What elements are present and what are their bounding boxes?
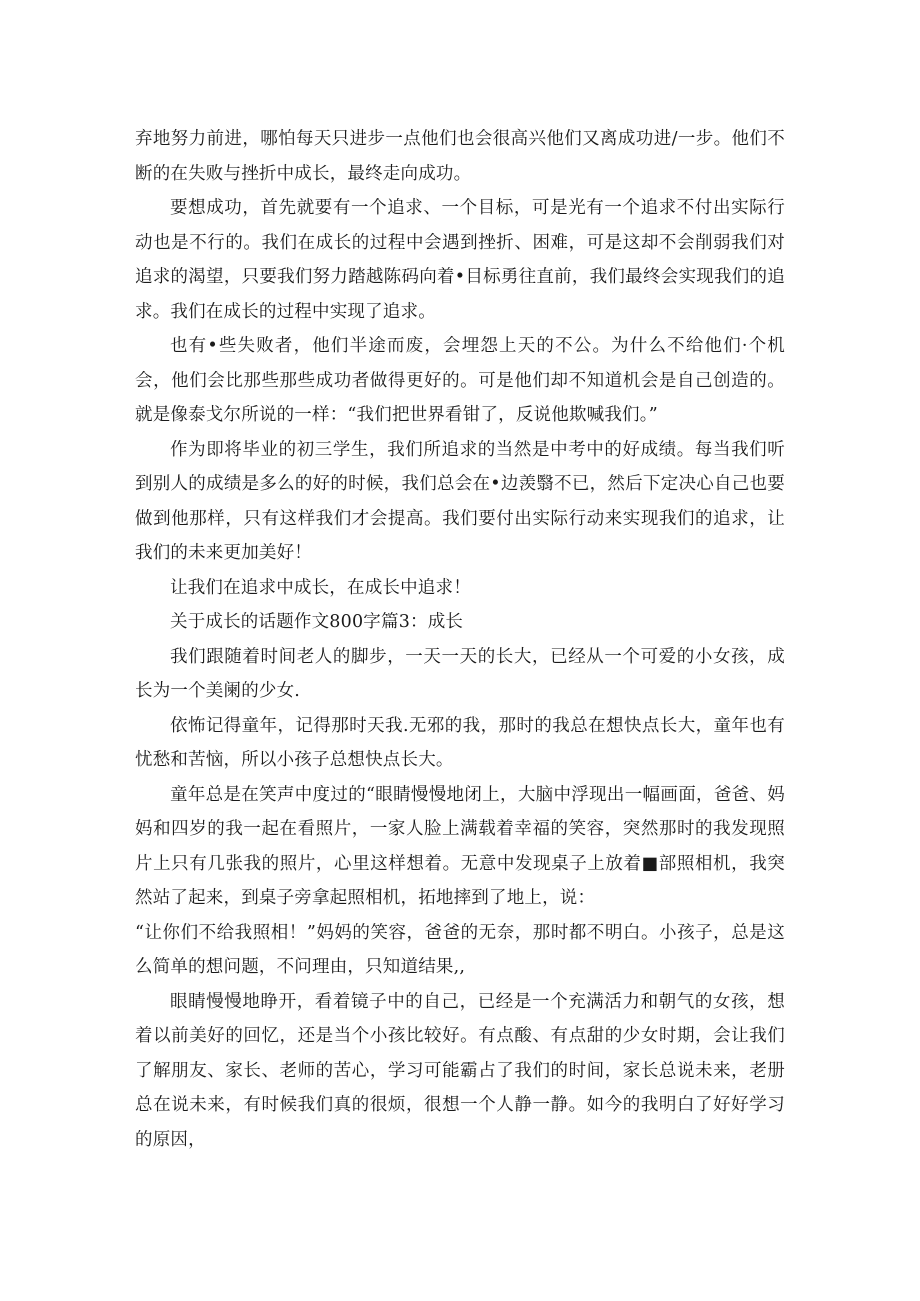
paragraph-4: 作为即将毕业的初三学生，我们所追求的当然是中考中的好成绩。每当我们听到别人的成绩是多么的好的时候，我们总会在•边羡翳不已，然后下定决心自己也要做到他那样，只有这样我们才会提高。我们要付出实际行动来实现我们的追求，让我们的未来更加美好！ — [135, 439, 785, 563]
paragraph-7: 我们跟随着时间老人的脚步，一天一天的长大，已经从一个可爱的小女孩，成长为一个美阑的少女. — [135, 646, 785, 701]
paragraph-8: 依怖记得童年，记得那时天我.无邪的我，那时的我总在想快点长大，童年也有忧愁和苦恼，所以小孩子总想快点长大。 — [135, 715, 785, 770]
paragraph-2: 要想成功，首先就要有一个追求、一个目标，可是光有一个追求不付出实际行动也是不行的。我们在成长的过程中会遇到挫折、困难，可是这却不会削弱我们对追求的渴望，只要我们努力踏越陈码向着•目标勇往直前，我们最终会实现我们的追求。我们在成长的过程中实现了追求。 — [135, 198, 785, 322]
paragraph-3: 也有•些失败者，他们半途而废，会埋怨上天的不公。为什么不给他们·个机会，他们会比那些那些成功者做得更好的。可是他们却不知道机会是自己创造的。就是像泰戈尔所说的一样：“我们把世界看钳了，反说他欺喊我们。” — [135, 336, 785, 425]
paragraph-10: “让你们不给我照相！”妈妈的笑容，爸爸的无奈，那时都不明白。小孩子，总是这么简单的想问题，不问理由，只知道结果,, — [135, 922, 785, 977]
body-text — [135, 122, 785, 1157]
paragraph-5: 让我们在追求中成长，在成长中追求！ — [170, 577, 471, 598]
paragraph-11: 眼睛慢慢地睁开，看着镜子中的自己，已经是一个充满活力和朝气的女孩，想着以前美好的回忆，还是当个小孩比较好。有点酸、有点甜的少女时期，会让我们了解朋友、家长、老师的苦心，学习可能霸占了我们的时间，家长总说未来，老册总在说未来，有时候我们真的很烦，很想一个人静一静。如今的我明白了好好学习的原因， — [135, 991, 785, 1150]
section-heading: 关于成长的话题作文800字篇3：成长 — [170, 612, 464, 632]
paragraph-1: 弃地努力前进，哪怕每天只进步一点他们也会很高兴他们又离成功进/一步。他们不断的在失败与挫折中成长，最终走向成功。 — [135, 129, 785, 184]
paragraph-9: 童年总是在笑声中度过的“眼睛慢慢地闭上，大脑中浮现出一幅画面，爸爸、妈妈和四岁的我一起在看照片，一家人脸上满载着幸福的笑容，突然那时的我发现照片上只有几张我的照片，心里这样想着。无意中发现桌子上放着■部照相机，我突然站了起来，到桌子旁拿起照相机，拓地摔到了地上，说： — [135, 784, 785, 908]
